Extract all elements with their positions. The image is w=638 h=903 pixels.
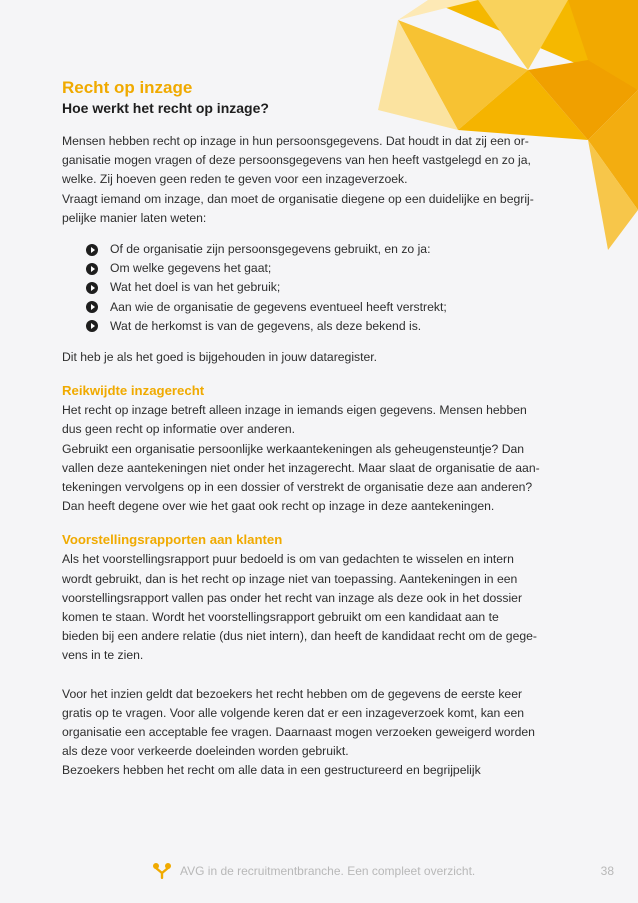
- page-subtitle: Hoe werkt het recht op inzage?: [62, 100, 269, 116]
- list-item-text: Of de organisatie zijn persoonsgegevens gebruikt, en zo ja:: [110, 242, 431, 257]
- text-line: als deze voor verkeerde doeleinden worden gebruikt.: [62, 744, 349, 759]
- after-list-text: Dit heb je als het goed is bijgehouden in jouw dataregister.: [62, 350, 378, 365]
- list-item: [86, 317, 567, 336]
- play-bullet-icon: [86, 244, 98, 256]
- list-item: [86, 278, 567, 297]
- text-line: Bezoekers hebben het recht om alle data in een gestructureerd en begrijpelijk: [62, 763, 481, 778]
- text-line: vens in te zien.: [62, 648, 144, 663]
- bullet-list: [62, 240, 567, 336]
- section-heading-reikwijdte: Reikwijdte inzagerecht: [62, 383, 205, 399]
- page-title: Recht op inzage: [62, 78, 193, 97]
- text-line: Dan heeft degene over wie het gaat ook recht op inzage in deze aantekeningen.: [62, 499, 495, 514]
- text-line: wordt gebruikt, dan is het recht op inzage niet van toepassing. Aantekeningen in een: [62, 571, 518, 586]
- y-logo-icon: [152, 862, 172, 880]
- list-item: [86, 259, 567, 278]
- list-item: [86, 298, 567, 317]
- main-content: [62, 78, 567, 781]
- list-item-text: Aan wie de organisatie de gegevens eventueel heeft verstrekt;: [110, 299, 447, 314]
- list-item-text: Om welke gegevens het gaat;: [110, 261, 272, 276]
- paragraph-gap: [62, 666, 567, 685]
- page-footer: [0, 860, 638, 884]
- text-line: welke. Zij hoeven geen reden te geven voor een inzageverzoek.: [62, 172, 408, 187]
- list-item-text: Wat het doel is van het gebruik;: [110, 280, 281, 295]
- play-bullet-icon: [86, 282, 98, 294]
- text-line: ganisatie mogen vragen of deze persoonsgegevens van hen heeft vastgelegd en zo ja,: [62, 153, 531, 168]
- play-bullet-icon: [86, 301, 98, 313]
- text-line: bieden bij een andere relatie (dus niet intern), dan heeft de kandidaat recht om de gege-: [62, 629, 537, 644]
- text-line: gratis op te vragen. Voor alle volgende keren dat er een inzageverzoek komt, kan een: [62, 705, 525, 720]
- intro-paragraph: [62, 132, 567, 228]
- section-reikwijdte-body: [62, 401, 567, 516]
- play-bullet-icon: [86, 263, 98, 275]
- list-item-text: Wat de herkomst is van de gegevens, als deze bekend is.: [110, 318, 422, 333]
- text-line: Gebruikt een organisatie persoonlijke werkaantekeningen als geheugensteuntje? Dan: [62, 441, 525, 456]
- text-line: komen te staan. Wordt het voorstellingsrapport gebruikt om een kandidaat aan te: [62, 610, 499, 625]
- footer-text: AVG in de recruitmentbranche. Een compleet overzicht.: [180, 864, 476, 878]
- section-voorstellingsrapporten-body: [62, 550, 567, 780]
- page-number: 38: [600, 864, 614, 878]
- text-line: pelijke manier laten weten:: [62, 210, 207, 225]
- text-line: dus geen recht op informatie over anderen.: [62, 422, 296, 437]
- text-line: Mensen hebben recht op inzage in hun persoonsgegevens. Dat houdt in dat zij een or-: [62, 134, 529, 148]
- text-line: Als het voorstellingsrapport puur bedoeld is om van gedachten te wisselen en intern: [62, 552, 514, 567]
- section-heading-voorstellingsrapporten: Voorstellingsrapporten aan klanten: [62, 532, 283, 548]
- text-line: Voor het inzien geldt dat bezoekers het recht hebben om de gegevens de eerste keer: [62, 686, 523, 701]
- text-line: voorstellingsrapport vallen pas onder het recht van inzage als deze ook in het dossier: [62, 590, 523, 605]
- text-line: tekeningen vervolgens op in een dossier of verstrekt de organisatie deze aan anderen?: [62, 480, 533, 495]
- play-bullet-icon: [86, 320, 98, 332]
- text-line: Het recht op inzage betreft alleen inzage in iemands eigen gegevens. Mensen hebben: [62, 403, 527, 418]
- text-line: vallen deze aantekeningen niet onder het inzagerecht. Maar slaat de organisatie de aan-: [62, 460, 540, 475]
- text-line: organisatie een acceptable fee vragen. Daarnaast mogen verzoeken geweigerd worden: [62, 725, 535, 740]
- list-item: [86, 240, 567, 259]
- text-line: Vraagt iemand om inzage, dan moet de organisatie diegene op een duidelijke en begrij-: [62, 191, 534, 206]
